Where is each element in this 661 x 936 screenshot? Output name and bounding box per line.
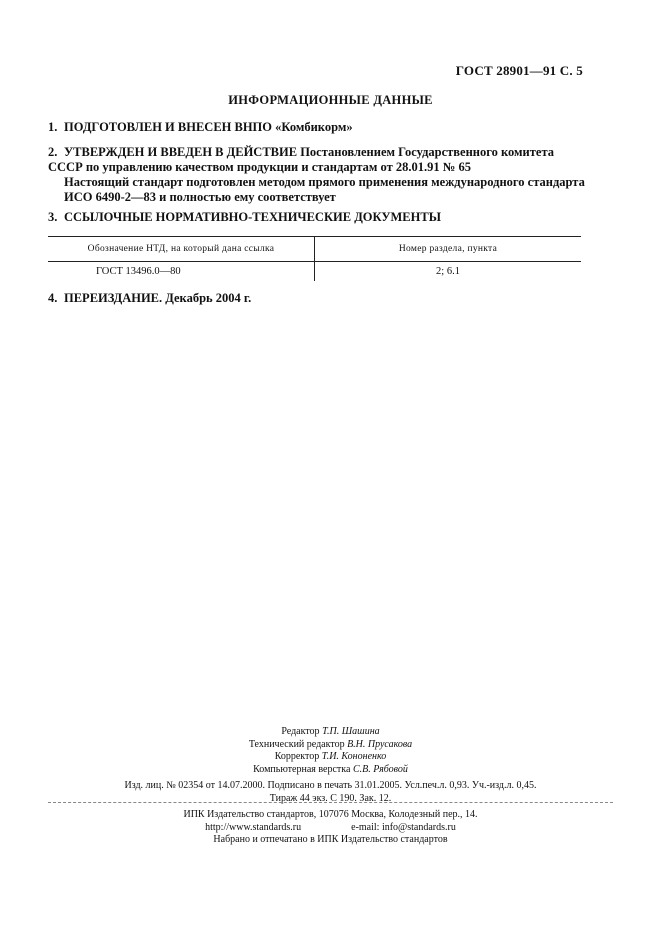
press-line-2 xyxy=(0,822,661,835)
press-info xyxy=(0,809,661,847)
info-item-2 xyxy=(48,145,588,205)
item-text: Постановлением Государственного комитета СССР по управлению качеством продукции и стандартам от 28.01.91 № 65 xyxy=(48,145,554,174)
page-header: ГОСТ 28901—91 С. 5 xyxy=(455,63,583,78)
item-number: 1. xyxy=(48,120,58,134)
section-title: ИНФОРМАЦИОННЫЕ ДАННЫЕ xyxy=(228,93,433,107)
tech-editor-name: В.Н. Прусакова xyxy=(347,738,413,750)
imprint-block xyxy=(0,726,661,776)
layout-label: Компьютерная верстка xyxy=(253,763,351,775)
press-line-1: ИПК Издательство стандартов, 107076 Москва, Колодезный пер., 14. xyxy=(183,809,478,820)
info-item-3 xyxy=(48,210,588,225)
info-item-4 xyxy=(48,291,588,306)
item-number: 4. xyxy=(48,291,58,305)
item-number: 3. xyxy=(48,210,58,224)
item-text: ПОДГОТОВЛЕН И ВНЕСЕН ВНПО «Комбикорм» xyxy=(64,120,353,134)
editor-name: Т.П. Шашина xyxy=(322,726,380,737)
divider xyxy=(48,802,613,803)
item-text: ПЕРЕИЗДАНИЕ. Декабрь 2004 г. xyxy=(64,291,252,305)
table-cell: 2; 6.1 xyxy=(436,266,460,277)
email-link[interactable]: e-mail: info@standards.ru xyxy=(351,821,456,833)
corrector-line xyxy=(0,751,661,764)
column-header: Номер раздела, пункта xyxy=(315,237,582,262)
item-lead: УТВЕРЖДЕН И ВВЕДЕН В ДЕЙСТВИЕ xyxy=(64,145,298,159)
item-text: ССЫЛОЧНЫЕ НОРМАТИВНО-ТЕХНИЧЕСКИЕ ДОКУМЕНТЫ xyxy=(64,210,441,224)
publication-line-1: Изд. лиц. № 02354 от 14.07.2000. Подписано в печать 31.01.2005. Усл.печ.л. 0,93. Уч.-изд.л. 0,45. xyxy=(124,780,537,791)
layout-name: С.В. Рябовой xyxy=(352,763,408,775)
item-note: Настоящий стандарт подготовлен методом прямого применения международного стандарта ИСО 6490-2—83 и полностью ему соответствует xyxy=(64,175,585,204)
column-header: Обозначение НТД, на который дана ссылка xyxy=(48,237,315,262)
table-row xyxy=(48,262,581,282)
references-table xyxy=(48,236,581,281)
table-header-row xyxy=(48,237,581,262)
corrector-name: Т.И. Кононенко xyxy=(321,751,387,762)
tech-editor-line xyxy=(0,739,661,752)
table-cell: ГОСТ 13496.0—80 xyxy=(48,262,315,282)
info-item-1 xyxy=(48,120,588,135)
item-number: 2. xyxy=(48,145,58,159)
publication-line-2: Тираж 44 экз. С 190. Зак. 12. xyxy=(269,792,392,804)
editor-line xyxy=(0,726,661,739)
corrector-label: Корректор xyxy=(274,751,320,762)
press-line-3: Набрано и отпечатано в ИПК Издательство стандартов xyxy=(213,834,448,845)
layout-line xyxy=(0,764,661,777)
website-link[interactable]: http://www.standards.ru xyxy=(205,821,302,833)
tech-editor-label: Технический редактор xyxy=(248,738,345,750)
editor-label: Редактор xyxy=(281,726,320,737)
